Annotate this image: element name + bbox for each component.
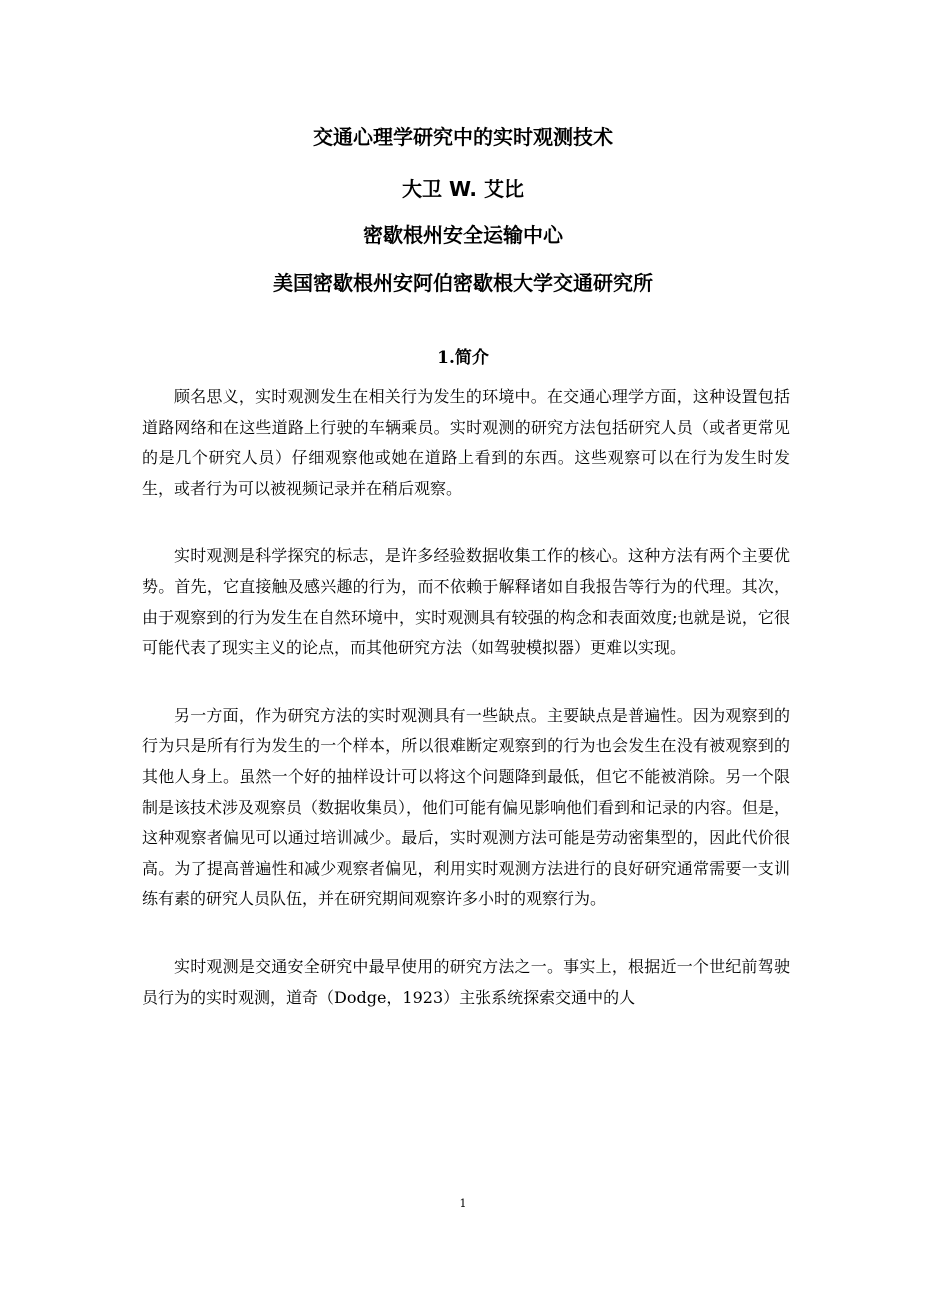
paragraph-4: 实时观测是交通安全研究中最早使用的研究方法之一。事实上，根据近一个世纪前驾驶员行为的实时观测，道奇（Dodge，1923）主张系统探索交通中的人 bbox=[142, 956, 790, 1007]
paragraph-1: 顾名思义，实时观测发生在相关行为发生的环境中。在交通心理学方面，这种设置包括道路网络和在这些道路上行驶的车辆乘员。实时观测的研究方法包括研究人员（或者更常见的是几个研究人员）仔细观察他或她在道路上看到的东西。这些观察可以在行为发生时发生，或者行为可以被视频记录并在稍后观察。 bbox=[142, 387, 790, 498]
affiliation-1: 密歇根州安全运输中心 bbox=[363, 223, 563, 247]
document-title: 交通心理学研究中的实时观测技术 bbox=[313, 125, 613, 149]
author-name: 大卫 W. 艾比 bbox=[402, 177, 524, 201]
paragraph-2: 实时观测是科学探究的标志，是许多经验数据收集工作的核心。这种方法有两个主要优势。首先，它直接触及感兴趣的行为，而不依赖于解释诸如自我报告等行为的代理。其次，由于观察到的行为发生在自然环境中，实时观测具有较强的构念和表面效度;也就是说，它很可能代表了现实主义的论点，而其他研究方法（如驾驶模拟器）更难以实现。 bbox=[142, 546, 790, 658]
page-number: 1 bbox=[459, 1197, 467, 1210]
affiliation-2: 美国密歇根州安阿伯密歇根大学交通研究所 bbox=[273, 271, 653, 295]
body-text bbox=[142, 382, 790, 1050]
paragraph-3: 另一方面，作为研究方法的实时观测具有一些缺点。主要缺点是普遍性。因为观察到的行为只是所有行为发生的一个样本，所以很难断定观察到的行为也会发生在没有被观察到的其他人身上。虽然一个好的抽样设计可以将这个问题降到最低，但它不能被消除。另一个限制是该技术涉及观察员（数据收集员），他们可能有偏见影响他们看到和记录的内容。但是，这种观察者偏见可以通过培训减少。最后，实时观测方法可能是劳动密集型的，因此代价很高。为了提高普遍性和减少观察者偏见，利用实时观测方法进行的良好研究通常需要一支训练有素的研究人员队伍，并在研究期间观察许多小时的观察行为。 bbox=[142, 705, 791, 909]
section-title: 1.简介 bbox=[437, 348, 489, 368]
